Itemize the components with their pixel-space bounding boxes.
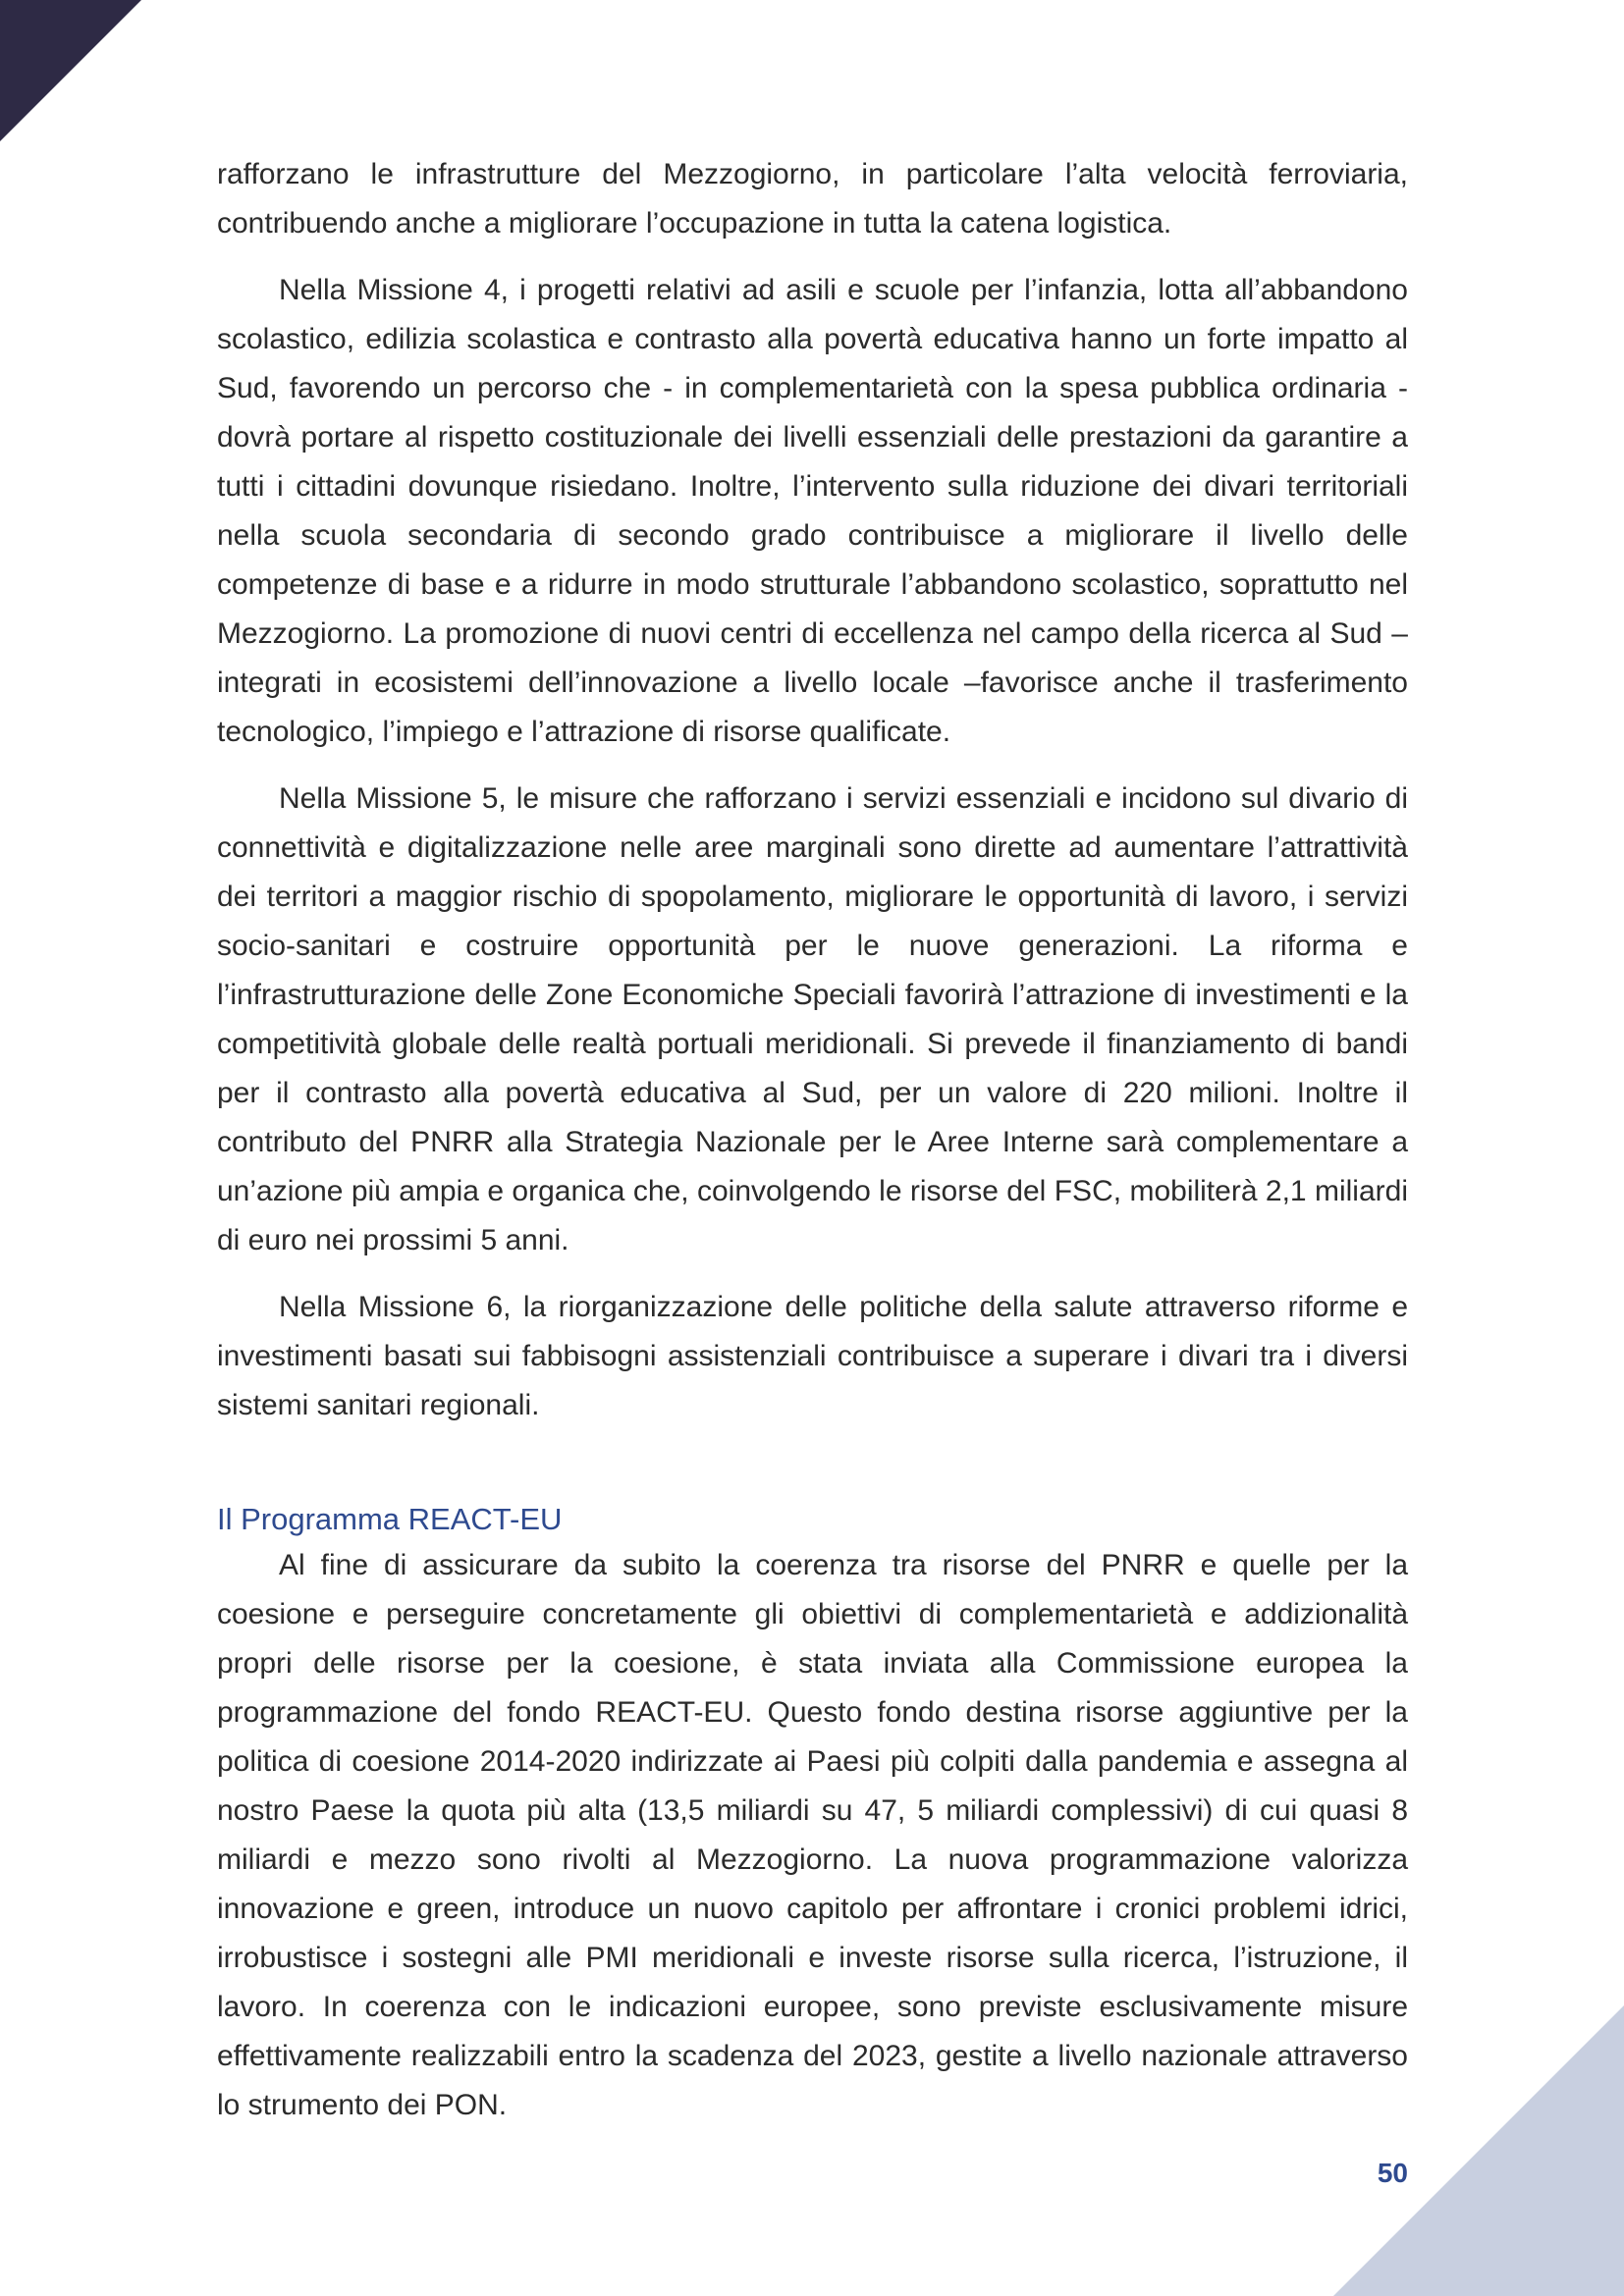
section-heading-react-eu: Il Programma REACT-EU	[217, 1502, 563, 1536]
page-number: 50	[1377, 2158, 1408, 2188]
page-content	[217, 150, 1408, 2130]
paragraph-missione-5: Nella Missione 5, le misure che rafforzano i servizi essenziali e incidono sul divario di connettività e digitalizzazione nelle aree marginali sono dirette ad aumentare l’attrattività dei territori a maggior rischio di spopolamento, migliorare le opportunità di lavoro, i servizi socio-sanitari e costruire opportunità per le nuove generazioni. La riforma e l’infrastrutturazione delle Zone Economiche Speciali favorirà l’attrazione di investimenti e la competitività globale delle realtà portuali meridionali. Si prevede il finanziamento di bandi per il contrasto alla povertà educativa al Sud, per un valore di 220 milioni. Inoltre il contributo del PNRR alla Strategia Nazionale per le Aree Interne sarà complementare a un’azione più ampia e organica che, coinvolgendo le risorse del FSC, mobiliterà 2,1 miliardi di euro nei prossimi 5 anni.	[217, 782, 1408, 1256]
paragraph-missione-4: Nella Missione 4, i progetti relativi ad asili e scuole per l’infanzia, lotta all’abbandono scolastico, edilizia scolastica e contrasto alla povertà educativa hanno un forte impatto al Sud, favorendo un percorso che - in complementarietà con la spesa pubblica ordinaria - dovrà portare al rispetto costituzionale dei livelli essenziali delle prestazioni da garantire a tutti i cittadini dovunque risiedano. Inoltre, l’intervento sulla riduzione dei divari territoriali nella scuola secondaria di secondo grado contribuisce a migliorare il livello delle competenze di base e a ridurre in modo strutturale l’abbandono scolastico, soprattutto nel Mezzogiorno. La promozione di nuovi centri di eccellenza nel campo della ricerca al Sud – integrati in ecosistemi dell’innovazione a livello locale –favorisce anche il trasferimento tecnologico, l’impiego e l’attrazione di risorse qualificate.	[217, 274, 1408, 748]
corner-decoration-top-left	[0, 0, 141, 141]
paragraph-missione-6: Nella Missione 6, la riorganizzazione delle politiche della salute attraverso riforme e investimenti basati sui fabbisogni assistenziali contribuisce a superare i divari tra i diversi sistemi sanitari regionali.	[217, 1291, 1408, 1421]
paragraph-infrastructure: rafforzano le infrastrutture del Mezzogiorno, in particolare l’alta velocità ferroviaria, contribuendo anche a migliorare l’occupazione in tutta la catena logistica.	[217, 158, 1408, 240]
paragraph-react-eu: Al fine di assicurare da subito la coerenza tra risorse del PNRR e quelle per la coesione e perseguire concretamente gli obiettivi di complementarietà e addizionalità propri delle risorse per la coesione, è stata inviata alla Commissione europea la programmazione del fondo REACT-EU. Questo fondo destina risorse aggiuntive per la politica di coesione 2014-2020 indirizzate ai Paesi più colpiti dalla pandemia e assegna al nostro Paese la quota più alta (13,5 miliardi su 47, 5 miliardi complessivi) di cui quasi 8 miliardi e mezzo sono rivolti al Mezzogiorno. La nuova programmazione valorizza innovazione e green, introduce un nuovo capitolo per affrontare i cronici problemi idrici, irrobustisce i sostegni alle PMI meridionali e investe risorse sulla ricerca, l’istruzione, il lavoro. In coerenza con le indicazioni europee, sono previste esclusivamente misure effettivamente realizzabili entro la scadenza del 2023, gestite a livello nazionale attraverso lo strumento dei PON.	[217, 1549, 1408, 2121]
